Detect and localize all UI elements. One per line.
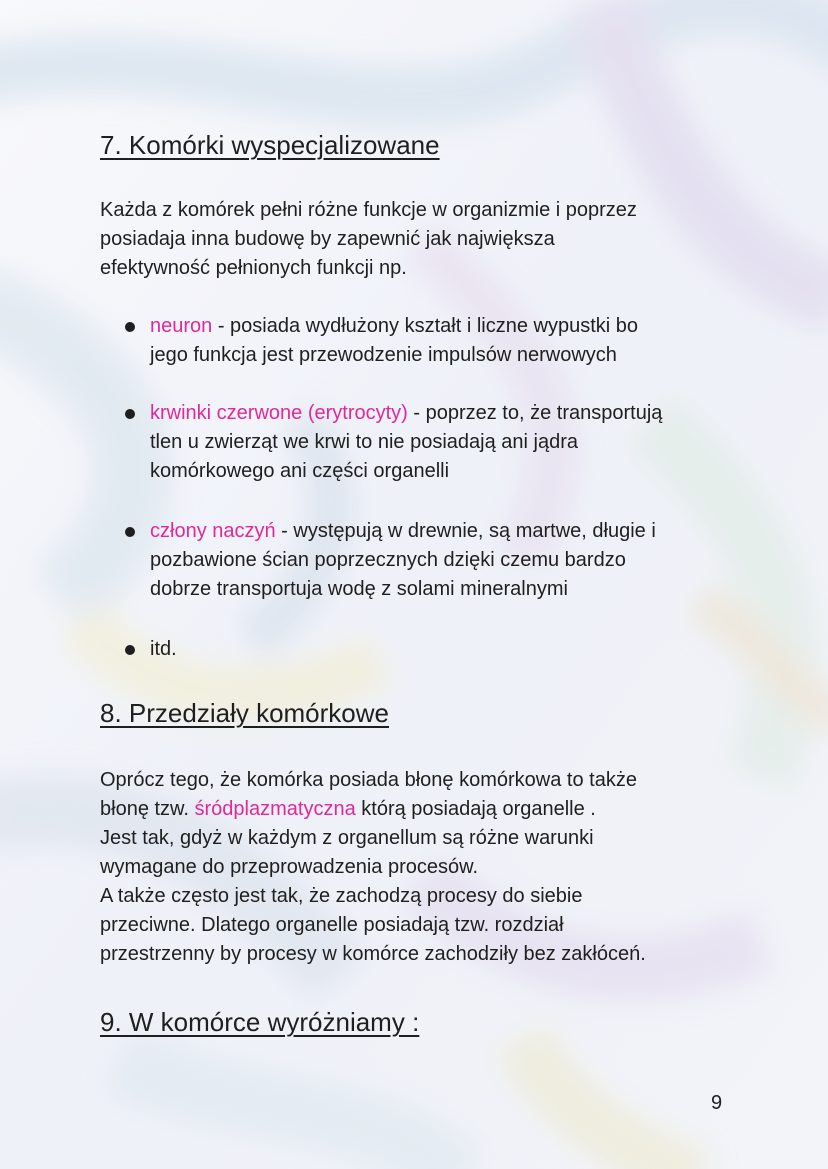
- term-erythrocytes: krwinki czerwone (erytrocyty): [150, 402, 408, 424]
- item-text: - występują w drewnie, są martwe, długie i: [275, 520, 656, 542]
- intro-line: efektywność pełnionych funkcji np.: [100, 257, 407, 279]
- body-line: błonę tzw. śródplazmatyczna którą posiadają organelle .: [100, 798, 596, 820]
- term-vessels: człony naczyń: [150, 520, 276, 542]
- item-text: jego funkcja jest przewodzenie impulsów nerwowych: [150, 344, 617, 366]
- intro-line: Każda z komórek pełni różne funkcje w organizmie i poprzez: [100, 199, 637, 221]
- section-7-heading: 7. Komórki wyspecjalizowane: [100, 130, 440, 160]
- item-text: tlen u zwierząt we krwi to nie posiadają ani jądra: [150, 431, 578, 453]
- item-text: dobrze transportuja wodę z solami mineralnymi: [150, 578, 568, 600]
- bullet-dot: [125, 409, 135, 419]
- section-8-body: [100, 766, 740, 969]
- body-line: Jest tak, gdyż w każdym z organellum są różne warunki: [100, 827, 594, 849]
- item-text: pozbawione ścian poprzecznych dzięki czemu bardzo: [150, 549, 626, 571]
- section-8-heading: 8. Przedziały komórkowe: [100, 698, 389, 728]
- item-text: itd.: [150, 638, 177, 660]
- item-text: - posiada wydłużony kształt i liczne wypustki bo: [212, 315, 639, 337]
- bullet-dot: [125, 527, 135, 537]
- bullet-dot: [125, 322, 135, 332]
- intro-line: posiadaja inna budowę by zapewnić jak największa: [100, 228, 555, 250]
- section-9-heading: 9. W komórce wyróżniamy :: [100, 1007, 420, 1037]
- page-number: 9: [711, 1092, 723, 1114]
- body-line: Oprócz tego, że komórka posiada błonę komórkowa to także: [100, 769, 637, 791]
- body-line: wymagane do przeprowadzenia procesów.: [100, 856, 478, 878]
- item-text: komórkowego ani części organelli: [150, 460, 450, 482]
- bullet-dot: [125, 645, 135, 655]
- term-neuron: neuron: [150, 315, 213, 337]
- body-line: przestrzenny by procesy w komórce zachodziły bez zakłóceń.: [100, 943, 646, 965]
- body-line: A także często jest tak, że zachodzą procesy do siebie: [100, 885, 583, 907]
- term-endoplasmic: śródplazmatyczna: [194, 798, 356, 820]
- section-7-intro: [100, 196, 740, 283]
- body-line: przeciwne. Dlatego organelle posiadają tzw. rozdział: [100, 914, 564, 936]
- item-text: - poprzez to, że transportują: [407, 402, 663, 424]
